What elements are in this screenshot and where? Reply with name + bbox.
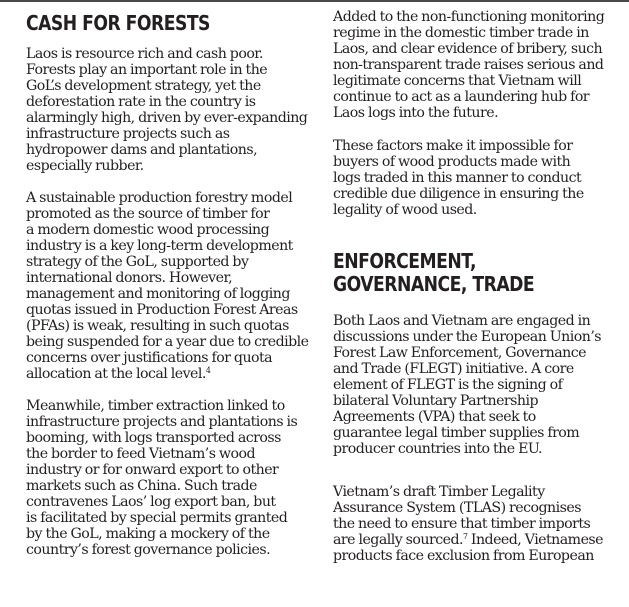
text-line: products face exclusion from European <box>333 548 594 564</box>
text-line: non-transparent trade raises serious and <box>333 57 604 73</box>
text-line: the need to ensure that timber imports <box>333 516 591 532</box>
section-heading-cash-for-forests: CASH FOR FORESTS <box>26 11 210 35</box>
paragraph-intro <box>26 46 307 174</box>
paragraph-sustainable-forestry <box>26 190 309 382</box>
text-line: Added to the non-functioning monitoring <box>333 9 605 25</box>
text-line <box>26 366 309 382</box>
text-line: being suspended for a year due to credible <box>26 334 309 350</box>
paragraph-due-diligence <box>333 138 584 218</box>
text-line: (PFAs) is weak, resulting in such quotas <box>26 318 289 334</box>
text-line: quotas issued in Production Forest Areas <box>26 302 298 318</box>
text-line: Agreements (VPA) that seek to <box>333 409 536 425</box>
text-line: infrastructure projects and plantations is <box>26 414 298 430</box>
text-line: especially rubber. <box>26 158 144 174</box>
text-line: Meanwhile, timber extraction linked to <box>26 398 285 414</box>
text-line: A sustainable production forestry model <box>26 190 293 206</box>
text-line: industry is a key long-term development <box>26 238 293 254</box>
top-rule <box>0 0 629 2</box>
text-line: Forests play an important role in the <box>26 62 268 78</box>
text-line: and Trade (FLEGT) initiative. A core <box>333 361 574 377</box>
text-line: GoL’s development strategy, yet the <box>26 78 261 94</box>
text-line: guarantee legal timber supplies from <box>333 425 580 441</box>
footnote-marker[interactable]: 7 <box>462 532 468 541</box>
paragraph-tlas <box>333 484 603 564</box>
text-line: Vietnam’s draft Timber Legality <box>333 484 545 500</box>
text-line: continue to act as a laundering hub for <box>333 89 590 105</box>
footnote-marker[interactable]: 4 <box>205 366 211 375</box>
text-line: contravenes Laos’ log export ban, but <box>26 494 276 510</box>
text-line: the border to feed Vietnam’s wood <box>26 446 256 462</box>
heading-line: ENFORCEMENT, <box>333 249 477 273</box>
text-line: logs traded in this manner to conduct <box>333 170 582 186</box>
text-line: These factors make it impossible for <box>333 138 573 154</box>
text-line: infrastructure projects such as <box>26 126 230 142</box>
text-line: management and monitoring of logging <box>26 286 290 302</box>
text-line: industry or for onward export to other <box>26 462 279 478</box>
paragraph-flegt <box>333 313 601 457</box>
text-line: element of FLEGT is the signing of <box>333 377 563 393</box>
text-line: country’s forest governance policies. <box>26 542 271 558</box>
text-line: Both Laos and Vietnam are engaged in <box>333 313 591 329</box>
text-line: buyers of wood products made with <box>333 154 571 170</box>
text-fragment: are legally sourced. <box>333 532 463 548</box>
paragraph-timber-extraction <box>26 398 297 558</box>
section-heading-enforcement <box>333 250 567 296</box>
text-line: a modern domestic wood processing <box>26 222 270 238</box>
text-line: legitimate concerns that Vietnam will <box>333 73 582 89</box>
text-line: promoted as the source of timber for <box>26 206 270 222</box>
text-line: Assurance System (TLAS) recognises <box>333 500 581 516</box>
text-line: concerns over justifications for quota <box>26 350 273 366</box>
paragraph-monitoring-regime <box>333 9 604 121</box>
text-line: bilateral Voluntary Partnership <box>333 393 539 409</box>
text-line: international donors. However, <box>26 270 233 286</box>
text-line: by the GoL, making a mockery of the <box>26 526 270 542</box>
text-line: is facilitated by special permits granted <box>26 510 288 526</box>
text-fragment: Indeed, Vietnamese <box>467 532 604 548</box>
heading-line: GOVERNANCE, TRADE <box>333 272 535 296</box>
text-line: Laos logs into the future. <box>333 105 499 121</box>
text-line: deforestation rate in the country is <box>26 94 256 110</box>
text-line: Forest Law Enforcement, Governance <box>333 345 586 361</box>
text-line: strategy of the GoL, supported by <box>26 254 249 270</box>
text-line: markets such as China. Such trade <box>26 478 257 494</box>
text-line: hydropower dams and plantations, <box>26 142 258 158</box>
text-line: credible due diligence in ensuring the <box>333 186 584 202</box>
text-line: regime in the domestic timber trade in <box>333 25 589 41</box>
text-line: Laos is resource rich and cash poor. <box>26 46 263 62</box>
text-line: discussions under the European Union’s <box>333 329 602 345</box>
text-line: alarmingly high, driven by ever-expanding <box>26 110 308 126</box>
text-line <box>333 532 603 548</box>
text-line: producer countries into the EU. <box>333 441 542 457</box>
text-line: booming, with logs transported across <box>26 430 281 446</box>
text-line: legality of wood used. <box>333 202 477 218</box>
text-line: Laos, and clear evidence of bribery, such <box>333 41 603 57</box>
text-fragment: allocation at the local level. <box>26 366 206 382</box>
